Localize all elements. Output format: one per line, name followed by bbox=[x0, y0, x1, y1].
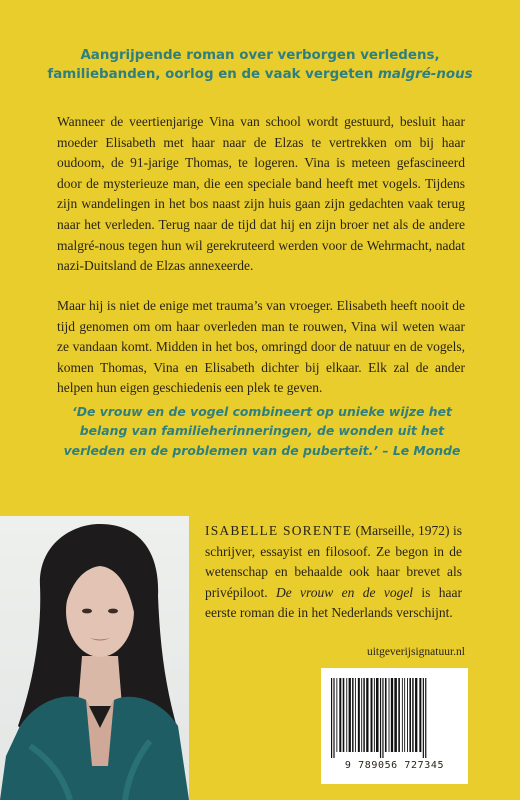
barcode-bar bbox=[355, 678, 356, 752]
author-bio-text-2: is haar eerste roman die in het Nederlands verschijnt. bbox=[205, 584, 462, 621]
barcode-bar bbox=[366, 678, 368, 752]
barcode-bar bbox=[346, 678, 347, 752]
barcode-bar bbox=[361, 678, 362, 752]
barcode-bar bbox=[333, 678, 334, 758]
barcode-bar bbox=[425, 678, 426, 758]
barcode-bar bbox=[363, 678, 364, 752]
isbn-barcode bbox=[321, 668, 468, 784]
barcode-bar bbox=[343, 678, 345, 752]
barcode-bar bbox=[374, 678, 375, 752]
author-portrait-illustration bbox=[0, 516, 189, 800]
barcode-bar bbox=[358, 678, 360, 752]
barcode-bar bbox=[380, 678, 381, 758]
barcode-bar bbox=[407, 678, 408, 752]
press-quote bbox=[57, 402, 467, 460]
barcode-bar bbox=[394, 678, 397, 752]
barcode-bar bbox=[339, 678, 341, 752]
barcode-bar bbox=[349, 678, 351, 752]
synopsis-paragraph-2: Maar hij is niet de enige met trauma’s van vroeger. Elisabeth heeft nooit de tijd genomen om om haar overleden man te rouwen, Vina wil weten waar ze vandaan komt. Midden in het bos, omringd door de natuur en de vogels, komen Thomas, Vina en Elisabeth dichter bij elkaar. Elk zal de ander helpen hun eigen geschiedenis een plek te geven. bbox=[57, 298, 465, 396]
synopsis-paragraph-1: Wanneer de veertienjarige Vina van school wordt gestuurd, besluit haar moeder Elisabeth met haar naar de Elzas te vertrekken om bij haar oudoom, de 91-jarige Thomas, te logeren. Vina is meteen gefascineerd door de mysterieuze man, die een speciale band heeft met vogels. Tijdens zijn wandelingen in het bos naast zijn huis gaan zijn gedachten vaak terug naar het verleden. Terug naar de tijd dat hij en zijn broer net als de andere malgré-nous tegen hun wil gerekruteerd werden voor de Wehrmacht, nadat nazi-Duitsland de Elzas annexeerde. bbox=[57, 114, 465, 274]
barcode-bar bbox=[412, 678, 413, 752]
barcode-bar bbox=[415, 678, 417, 752]
barcode-bar bbox=[382, 678, 383, 758]
book-title: De vrouw en de vogel bbox=[275, 584, 414, 600]
barcode-bar bbox=[371, 678, 373, 752]
barcode-bar bbox=[376, 678, 379, 752]
barcode-bars bbox=[329, 678, 460, 758]
tagline-line-2: familiebanden, oorlog en de vaak vergeten bbox=[47, 67, 378, 82]
author-photo bbox=[0, 516, 189, 800]
tagline bbox=[40, 46, 480, 84]
press-quote-text: ‘De vrouw en de vogel combineert op unieke wijze het belang van familieherinneringen, de wonden uit het verleden en de problemen van de puberteit.’ bbox=[63, 404, 452, 458]
barcode-bar bbox=[419, 678, 421, 752]
barcode-bar bbox=[409, 678, 411, 752]
tagline-line-1: Aangrijpende roman over verborgen verledens, bbox=[80, 48, 440, 63]
barcode-bar bbox=[404, 678, 405, 752]
barcode-bar bbox=[385, 678, 387, 752]
press-quote-source: – Le Monde bbox=[378, 442, 461, 458]
barcode-bar bbox=[398, 678, 400, 752]
author-bio-text-1: (Marseille, 1972) is schrijver, essayist en filosoof. Ze begon in de wetenschap en behaalde ook haar brevet als privépiloot. bbox=[205, 523, 462, 600]
isbn-number: 9 789056 727345 bbox=[344, 760, 445, 771]
author-name: ISABELLE SORENTE bbox=[205, 523, 353, 538]
barcode-bar bbox=[423, 678, 424, 758]
barcode-bar bbox=[331, 678, 332, 758]
barcode-bar bbox=[389, 678, 390, 752]
publisher-url: uitgeverijsignatuur.nl bbox=[366, 646, 465, 658]
author-bio bbox=[205, 521, 462, 624]
barcode-bar bbox=[391, 678, 393, 752]
barcode-bar bbox=[336, 678, 337, 752]
barcode-bar bbox=[402, 678, 403, 752]
barcode-bar bbox=[352, 678, 353, 752]
tagline-italic: malgré-nous bbox=[377, 67, 473, 82]
